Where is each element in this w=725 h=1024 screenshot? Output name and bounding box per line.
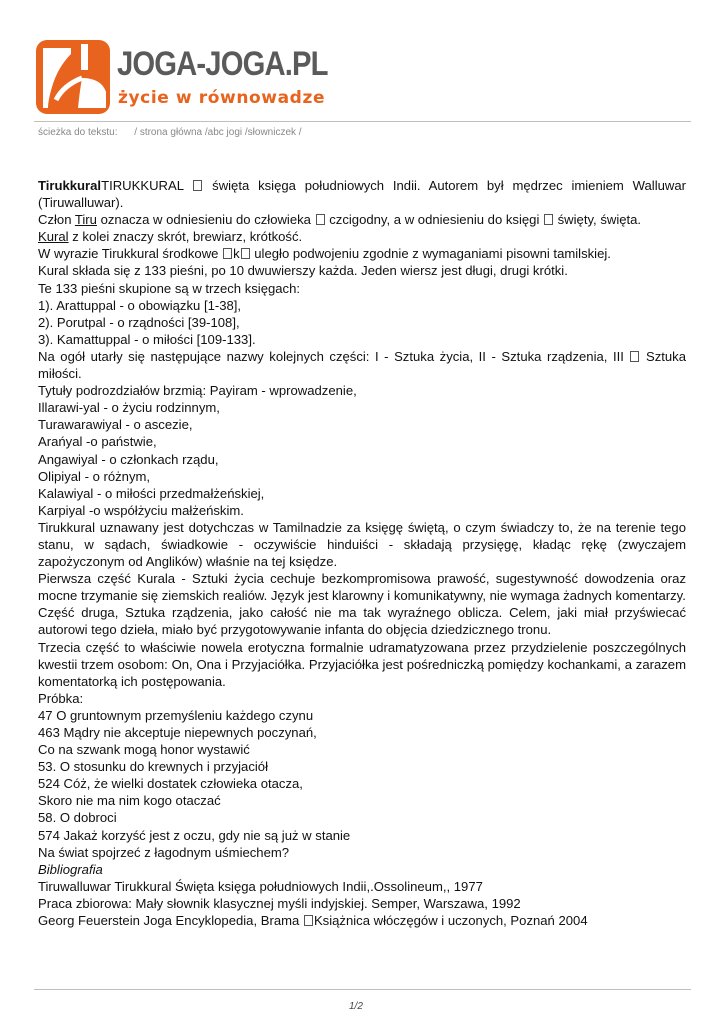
page-number: 1/2 <box>349 1001 363 1012</box>
text: z kolei znaczy skrót, brewiarz, krótkość. <box>68 229 303 245</box>
footer-divider <box>34 989 691 990</box>
text: święta księga południowych Indii. Autorem był mędrzec imieniem Walluwar (Tiruwalluwar). <box>38 178 687 211</box>
article-body <box>38 177 686 929</box>
paragraph <box>38 348 686 382</box>
verse-line: 463 Mądry nie akceptuje niepewnych poczynań, <box>38 725 317 740</box>
breadcrumb-path[interactable]: / strona główna /abc jogi /słowniczek / <box>134 127 302 138</box>
list-item: Kalawiyal - o miłości przedmałżeńskiej, <box>38 485 265 501</box>
list-item: Karpiyal -o współżyciu małżeńskim. <box>38 502 244 518</box>
list-item: Turawarawiyal - o ascezie, <box>38 417 193 433</box>
list-item: Tytuły podrozdziałów brzmią: Payiram - wprowadzenie, <box>38 383 357 399</box>
text: święty, święta. <box>554 212 642 228</box>
verse-line: 574 Jakaż korzyść jest z oczu, gdy nie są już w stanie <box>38 827 351 843</box>
verse-line: 524 Cóż, że wielki dostatek człowieka otacza, <box>38 776 303 792</box>
verse-line: Na świat spojrzeć z łagodnym uśmiechem? <box>38 844 290 860</box>
verse-heading: 53. O stosunku do krewnych i przyjaciół <box>38 759 268 775</box>
missing-glyph-icon <box>630 351 639 362</box>
missing-glyph-icon <box>193 180 202 191</box>
list-item: Illarawi-yal - o życiu rodzinnym, <box>38 400 220 416</box>
bibliography-item: Tiruwalluwar Tirukkural Święta księga południowych Indii,.Ossolineum,, 1977 <box>38 878 483 894</box>
paragraph: Kural składa się z 133 pieśni, po 10 dwuwierszy każda. Jeden wiersz jest długi, drugi krótki. <box>38 263 568 279</box>
text: Georg Feuerstein Joga Encyklopedia, Brama <box>38 913 303 929</box>
site-title[interactable]: JOGA-JOGA.PL <box>117 45 328 83</box>
missing-glyph-icon <box>316 214 325 225</box>
verse-line: Skoro nie ma nim kogo otaczać <box>38 793 221 809</box>
list-item: 3). Kamattuppal - o miłości [109-133]. <box>38 331 256 347</box>
site-header <box>36 40 336 114</box>
text: uległo podwojeniu zgodnie z wymaganiami pisowni tamilskiej. <box>250 246 611 262</box>
paragraph <box>38 177 686 211</box>
text: Książnica włóczęgów i uczonych, Poznań 2004 <box>313 913 588 929</box>
list-item: Olipiyal - o różnym, <box>38 468 151 484</box>
paragraph <box>38 245 686 262</box>
bibliography-heading: Bibliografia <box>38 861 103 877</box>
list-item: Arańyal -o państwie, <box>38 434 157 450</box>
breadcrumb <box>38 127 302 139</box>
verse-heading: 47 O gruntownym przemyśleniu każdego czynu <box>38 707 314 723</box>
text: oznacza w odniesieniu do człowieka <box>96 212 315 228</box>
bibliography-item: Praca zbiorowa: Mały słownik klasycznej myśli indyjskiej. Semper, Warszawa, 1992 <box>38 895 521 911</box>
paragraph: Tirukkural uznawany jest dotychczas w Tamilnadzie za księgę świętą, o czym świadczy to, że na terenie tego stanu, w sądach, świadkowie - oczywiście hinduiści - składają przysięgę, kładąc rękę (zwyczajem zapożyczonym od Anglików) właśnie na tej księdze. <box>38 519 686 570</box>
text: Człon <box>38 212 75 228</box>
section-label: Próbka: <box>38 690 84 706</box>
text: Sztuka miłości. <box>38 348 687 382</box>
paragraph: Pierwsza część Kurala - Sztuki życia cechuje bezkompromisowa prawość, sugestywność dowodzenia oraz mocne trzymanie się ziemskich realiów. Język jest klarowny i komunikatywny, nie wymaga żadnych komentarzy. <box>38 571 686 604</box>
breadcrumb-label: ścieżka do tekstu: <box>38 127 118 138</box>
term-title: Tirukkural <box>38 178 102 193</box>
list-item: 2). Porutpal - o rządności [39-108], <box>38 314 240 330</box>
verse-line: Co na szwank mogą honor wystawić <box>38 742 250 758</box>
bibliography-item <box>38 912 686 929</box>
joga-logo-icon[interactable] <box>36 40 110 114</box>
text: Na ogół utarły się następujące nazwy kolejnych części: I - Sztuka życia, II - Sztuka rządzenia, III <box>38 348 630 364</box>
missing-glyph-icon <box>304 915 313 926</box>
text: czcigodny, a w odniesieniu do księgi <box>325 212 543 228</box>
paragraph: Trzecia część to właściwie nowela erotyczna formalnie udramatyzowana przez przydzielenie poszczególnych kwestii trzem osobom: On, Ona i Przyjaciółka. Przyjaciółka jest pośredniczką pomiędzy kochankami, a zarazem komentatorką ich postępowania. <box>38 639 686 689</box>
missing-glyph-icon <box>241 248 250 259</box>
text: TIRUKKURAL <box>101 178 193 193</box>
header-divider <box>34 121 691 122</box>
missing-glyph-icon <box>544 214 553 225</box>
paragraph <box>38 211 686 228</box>
paragraph: Część druga, Sztuka rządzenia, jako całość nie ma tak wyraźnego oblicza. Celem, jaki miał przyświecać autorowi tego dzieła, miało być przygotowywanie infanta do objęcia dziedzicznego tronu. <box>38 605 686 638</box>
text: k <box>233 246 240 262</box>
missing-glyph-icon <box>223 248 232 259</box>
paragraph: Te 133 pieśni skupione są w trzech księgach: <box>38 280 301 296</box>
verse-heading: 58. O dobroci <box>38 810 117 826</box>
text: W wyrazie Tirukkural środkowe <box>38 246 223 262</box>
term-link[interactable]: Kural <box>38 229 69 245</box>
list-item: 1). Arattuppal - o obowiązku [1-38], <box>38 297 242 313</box>
paragraph <box>38 228 686 245</box>
term-link[interactable]: Tiru <box>74 212 97 228</box>
list-item: Angawiyal - o członkach rządu, <box>38 451 219 467</box>
site-tagline: życie w równowadze <box>118 88 326 108</box>
